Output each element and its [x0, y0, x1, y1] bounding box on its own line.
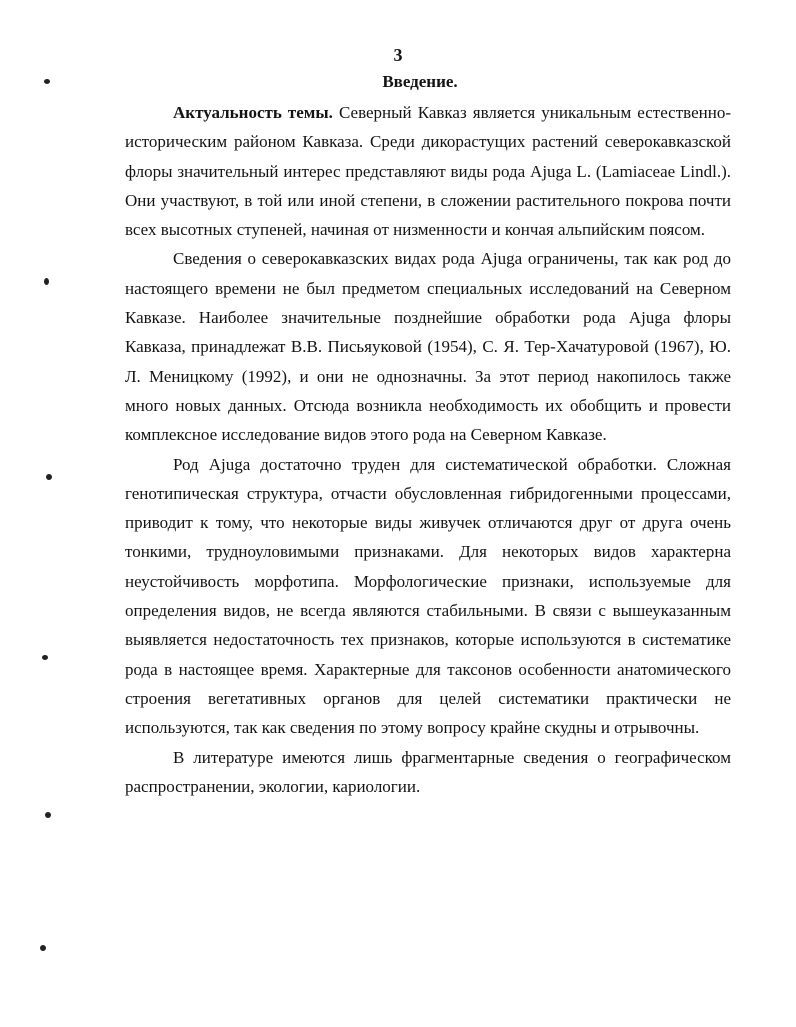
paragraph-1 [125, 98, 731, 244]
scan-speck [44, 79, 50, 84]
paragraph-1-lead: Актуальность темы. [173, 103, 333, 122]
scan-speck [40, 945, 46, 951]
scan-speck [42, 655, 48, 660]
body-text [125, 98, 731, 801]
paragraph-1-text: Северный Кавказ является уникальным естественно-историческим районом Кавказа. Среди дикорастущих растений северокавказской флоры значительный интерес представляют виды рода Ajuga L. (Lamiaceae Lindl.). Они участвуют, в той или иной степени, в сложении растительного покрова почти всех высотных ступеней, начиная от низменности и кончая альпийским поясом. [125, 103, 731, 240]
scan-speck [46, 474, 52, 480]
paragraph-4: В литературе имеются лишь фрагментарные сведения о географическом распространении, экологии, кариологии. [125, 747, 731, 796]
paragraph-2: Сведения о северокавказских видах рода Ajuga ограничены, так как род до настоящего времени не был предметом специальных исследований на Северном Кавказе. Наиболее значительные позднейшие обработки рода Ajuga флоры Кавказа, принадлежат В.В. Письяуковой (1954), С. Я. Тер-Хачатуровой (1967), Ю. Л. Меницкому (1992), и они не однозначны. За этот период накопилось также много новых данных. Отсюда возникла необходимость их обобщить и провести комплексное исследование видов этого рода на Северном Кавказе. [125, 249, 731, 445]
scan-speck [45, 812, 51, 818]
page-number: 3 [393, 45, 403, 65]
paragraph-3: Род Ajuga достаточно труден для систематической обработки. Сложная генотипическая структура, отчасти обусловленная гибридогенными процессами, приводит к тому, что некоторые виды живучек отличаются друг от друга очень тонкими, трудноуловимыми признаками. Для некоторых видов характерна неустойчивость морфотипа. Морфологические признаки, используемые для определения видов, не всегда являются стабильными. В связи с вышеуказанным выявляется недостаточность тех признаков, которые используются в систематике рода в настоящее время. Характерные для таксонов особенности анатомического строения вегетативных органов для целей систематики практически не используются, так как сведения по этому вопросу крайне скудны и отрывочны. [125, 454, 731, 738]
page-heading: Введение. [382, 72, 458, 91]
scan-speck [44, 278, 49, 285]
